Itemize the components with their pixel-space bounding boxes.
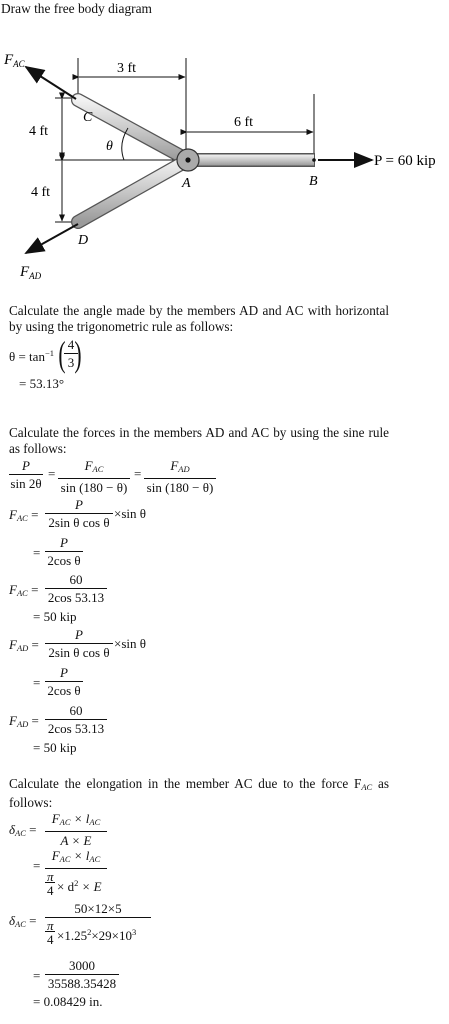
sine-rule-p-frac: P sin 2θ — [10, 458, 42, 491]
fad-frac-1: P 2sin θ cos θ — [45, 627, 113, 660]
fad-result: = 50 kip — [33, 740, 77, 755]
fac-frac-3: 60 2cos 53.13 — [45, 572, 107, 605]
theta-result: = 53.13° — [19, 376, 65, 391]
delta-result: = 0.08429 in. — [33, 994, 103, 1009]
delta-lhs-2: $\delta_{AC}$ = — [9, 913, 37, 929]
eq-sign: = — [33, 968, 41, 983]
member-ac — [78, 100, 188, 160]
page-heading: Draw the free body diagram — [1, 1, 152, 16]
fad-frac-2: P 2cos θ — [45, 665, 83, 698]
eq-sign: = — [134, 466, 142, 481]
point-d-label: D — [78, 233, 89, 248]
dim-4ft-top-label: 4 ft — [29, 124, 49, 139]
paren-left: ( — [58, 334, 66, 374]
fad-lhs-2: $F_{AD}$ = — [9, 713, 39, 729]
sine-rule-fac-frac: $F_{AC}$ sin (180 − θ) — [58, 458, 130, 495]
dim-4ft-bottom-label: 4 ft — [31, 185, 51, 200]
fad-times-sin: ×sin θ — [114, 636, 146, 651]
fac-frac-1: P 2sin θ cos θ — [45, 497, 113, 530]
eq-sign: = — [33, 675, 41, 690]
theta-frac: 4 3 — [64, 337, 78, 370]
section3-text: Calculate the elongation in the member AC due to the force $F_{AC}$ as follows: — [9, 776, 389, 810]
fac-label: $F_{AC}$ — [4, 52, 25, 69]
point-b-label: B — [309, 174, 318, 189]
delta-frac-3: 50×12×5 π 4 $\times 1.25^2\times 29\times 10^3$ — [45, 901, 151, 947]
fac-result: = 50 kip — [33, 609, 77, 624]
delta-frac-2: $F_{AC} \times l_{AC}$ π 4 × $d^2 \times E$ — [45, 848, 107, 898]
section1-text: Calculate the angle made by the members AD and AC with horizontal by using the trigonometric rule as follows: — [9, 303, 389, 334]
fac-lhs-1: $F_{AC}$ = — [9, 507, 39, 523]
fac-frac-2: P 2cos θ — [45, 535, 83, 568]
dim-6ft-label: 6 ft — [234, 115, 254, 130]
sine-rule-fad-frac: $F_{AD}$ sin (180 − θ) — [144, 458, 216, 495]
fac-lhs-2: $F_{AC}$ = — [9, 582, 39, 598]
force-fac-arrow — [26, 67, 76, 99]
delta-frac-4: 3000 35588.35428 — [45, 958, 119, 991]
free-body-diagram — [0, 40, 449, 290]
eq-sign: = — [48, 466, 56, 481]
angle-theta-label: θ — [106, 139, 113, 154]
load-p-label: P = 60 kip — [374, 153, 436, 169]
member-ab — [188, 153, 315, 167]
theta-eq: $\theta = \tan^{-1}$ — [9, 348, 54, 364]
section2-text: Calculate the forces in the members AD and AC by using the sine rule as follows: — [9, 425, 389, 456]
member-ad — [78, 160, 188, 222]
eq-sign: = — [33, 545, 41, 560]
paren-right: ) — [74, 334, 82, 374]
fad-frac-3: 60 2cos 53.13 — [45, 703, 107, 736]
point-c-label: C — [83, 110, 93, 125]
eq-sign: = — [33, 858, 41, 873]
dim-3ft-label: 3 ft — [117, 61, 137, 76]
delta-lhs-1: $\delta_{AC}$ = — [9, 822, 37, 838]
fad-label: $F_{AD}$ — [20, 264, 42, 281]
delta-frac-1: $F_{AC} \times l_{AC}$ A × E — [45, 811, 107, 848]
point-a-label: A — [182, 176, 191, 191]
fad-lhs-1: $F_{AD}$ = — [9, 637, 39, 653]
force-fad-arrow — [26, 224, 78, 253]
fac-times-sin: ×sin θ — [114, 506, 146, 521]
